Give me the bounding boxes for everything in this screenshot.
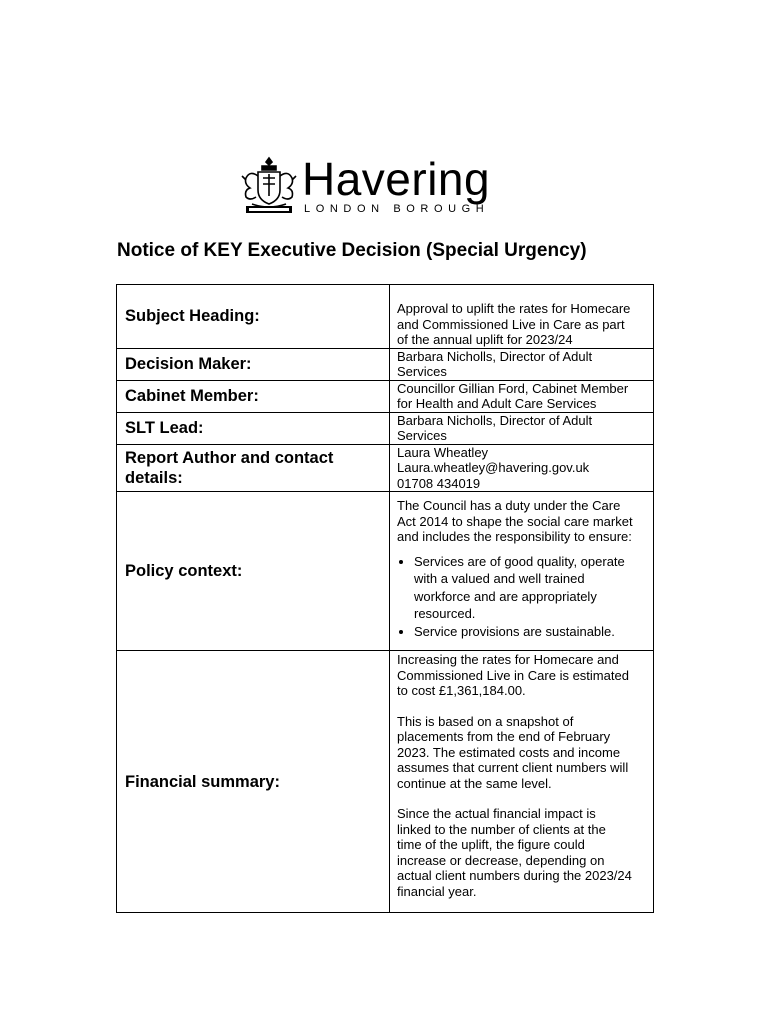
- row-value-financial-summary: [390, 651, 654, 913]
- financial-paragraph: Increasing the rates for Homecare and Commissioned Live in Care is estimated to cost £1,361,184.00.: [397, 652, 629, 698]
- borough-crest-icon: [240, 154, 298, 216]
- row-value-slt-lead: [390, 412, 654, 444]
- table-row-financial-summary: [117, 651, 654, 913]
- report-author-label-line: details:: [125, 468, 183, 487]
- policy-bullet: • Service provisions are sustainable.: [414, 623, 647, 641]
- cabinet-member-line: Councillor Gillian Ford, Cabinet Member: [397, 380, 629, 396]
- table-row-decision-maker: [117, 348, 654, 380]
- policy-bullet-list: [397, 553, 647, 641]
- row-value-cabinet-member: [390, 380, 654, 412]
- policy-bullet: • Services are of good quality, operate with a valued and well trained workforce and are appropriately resourced.: [414, 553, 647, 623]
- slt-lead-line: Services: [397, 428, 447, 443]
- havering-logo: [240, 154, 530, 220]
- table-row-cabinet-member: [117, 380, 654, 412]
- row-value-policy-context: [390, 492, 654, 651]
- slt-lead-line: Barbara Nicholls, Director of Adult: [397, 412, 593, 428]
- row-label-financial-summary: Financial summary:: [117, 651, 390, 913]
- subject-line: and Commissioned Live in Care as part: [397, 316, 625, 332]
- decision-maker-line: Barbara Nicholls, Director of Adult: [397, 348, 593, 364]
- report-author-label-line: Report Author and contact: [125, 448, 334, 467]
- subject-line: Approval to uplift the rates for Homecare: [397, 301, 631, 316]
- page-title: Notice of KEY Executive Decision (Special Urgency): [117, 240, 587, 261]
- policy-intro-line: and includes the responsibility to ensure:: [397, 529, 632, 544]
- row-label-cabinet-member: Cabinet Member:: [117, 380, 390, 412]
- author-name: Laura Wheatley: [397, 444, 489, 460]
- row-label-report-author: [117, 444, 390, 492]
- row-label-slt-lead: SLT Lead:: [117, 412, 390, 444]
- policy-intro-line: Act 2014 to shape the social care market: [397, 513, 633, 529]
- row-label-decision-maker: Decision Maker:: [117, 348, 390, 380]
- logo-subtitle: LONDON BOROUGH: [304, 203, 490, 215]
- row-value-subject-heading: [390, 285, 654, 349]
- decision-table: [116, 284, 654, 913]
- row-label-policy-context: Policy context:: [117, 492, 390, 651]
- table-row-report-author: [117, 444, 654, 492]
- subject-line: of the annual uplift for 2023/24: [397, 332, 573, 347]
- table-row-subject-heading: [117, 285, 654, 349]
- row-label-subject-heading: Subject Heading:: [117, 285, 390, 349]
- policy-intro-line: The Council has a duty under the Care: [397, 498, 621, 513]
- author-phone: 01708 434019: [397, 475, 481, 491]
- cabinet-member-line: for Health and Adult Care Services: [397, 396, 597, 411]
- table-row-slt-lead: [117, 412, 654, 444]
- decision-maker-line: Services: [397, 364, 447, 379]
- logo-wordmark: Havering: [302, 153, 491, 205]
- financial-paragraph: This is based on a snapshot of placements from the end of February 2023. The estimated costs and income assumes that current client numbers will continue at the same level.: [397, 713, 629, 791]
- financial-paragraph: Since the actual financial impact is linked to the number of clients at the time of the uplift, the figure could increase or decrease, depending on actual client numbers during the 2023/24 financial year.: [397, 806, 632, 899]
- row-value-report-author: [390, 444, 654, 492]
- table-row-policy-context: [117, 492, 654, 651]
- author-email: Laura.wheatley@havering.gov.uk: [397, 460, 590, 475]
- row-value-decision-maker: [390, 348, 654, 380]
